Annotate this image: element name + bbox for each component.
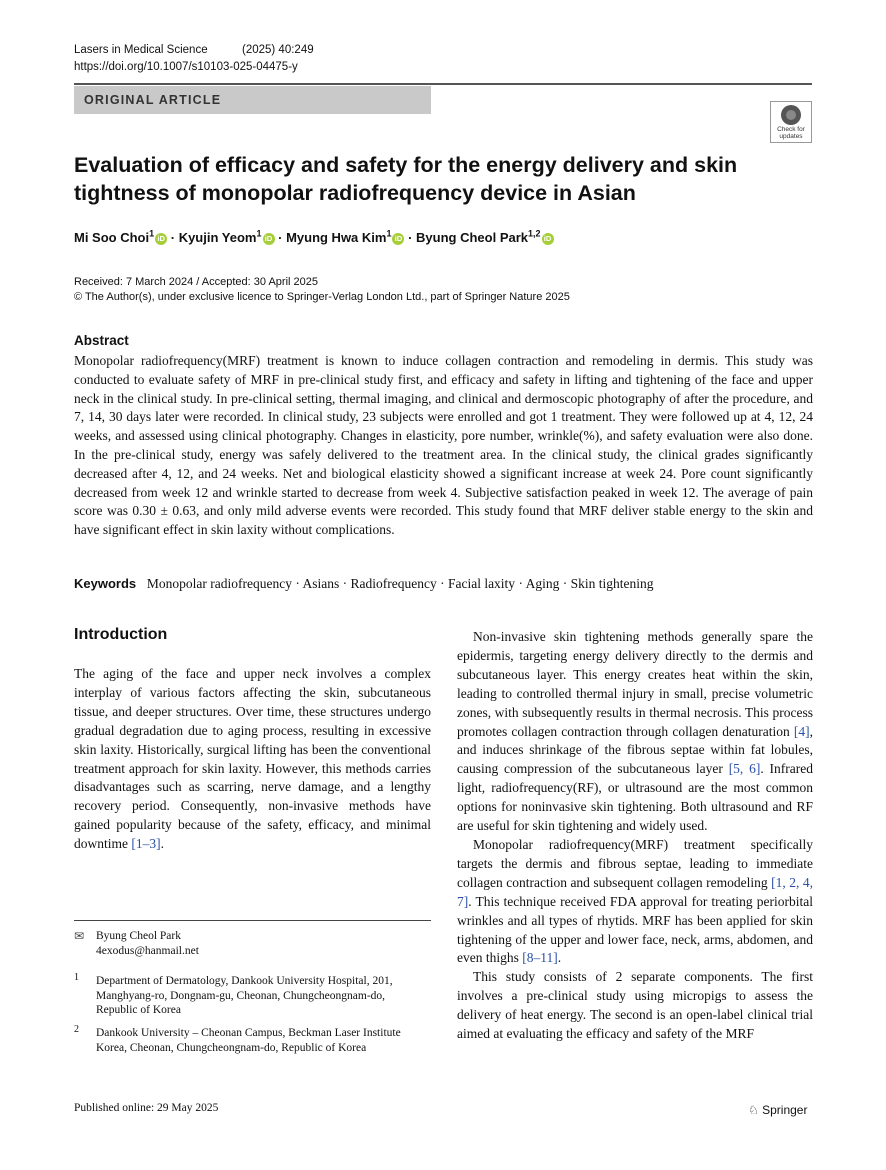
author[interactable]: Mi Soo Choi$^1$ iD xyxy=(74,230,167,245)
contact-email[interactable]: 4exodus@hanmail.net xyxy=(96,944,199,957)
affiliation-1: Department of Dermatology, Dankook University Hospital, 201, Manghyang-ro, Dongnam-gu, Cheonan, Chungcheongnam-do, Republic of Korea xyxy=(96,975,393,1017)
affiliation-number: 2 xyxy=(74,1024,79,1035)
body-column-left xyxy=(74,665,431,854)
journal-name: Lasers in Medical Science xyxy=(74,44,208,56)
footnote-rule xyxy=(74,920,431,921)
publisher-logo[interactable] xyxy=(748,1103,807,1117)
orcid-icon[interactable]: iD xyxy=(263,233,275,245)
keyword[interactable]: Asians xyxy=(302,576,340,591)
orcid-icon[interactable]: iD xyxy=(392,233,404,245)
header-rule xyxy=(74,83,812,85)
citation-link[interactable]: [1–3] xyxy=(131,836,161,852)
citation-link[interactable]: [4] xyxy=(793,723,810,739)
envelope-icon: ✉ xyxy=(74,929,85,943)
keyword[interactable]: Facial laxity xyxy=(447,576,516,591)
citation-link[interactable]: [8–11] xyxy=(522,950,558,966)
body-column-right xyxy=(457,628,813,1044)
orcid-icon[interactable]: iD xyxy=(155,233,167,245)
springer-knight-icon: ♘ xyxy=(748,1103,759,1117)
publisher-name: Springer xyxy=(762,1103,808,1117)
orcid-icon[interactable]: iD xyxy=(542,233,554,245)
copyright: © The Author(s), under exclusive licence to Springer-Verlag London Ltd., part of Springer Nature 2025 xyxy=(74,291,570,303)
article-dates xyxy=(74,275,570,305)
citation: (2025) 40:249 xyxy=(242,44,314,56)
received-accepted: Received: 7 March 2024 / Accepted: 30 April 2025 xyxy=(74,276,318,288)
paragraph: Non-invasive skin tightening methods generally spare the epidermis, targeting energy delivery directly to the dermis and subcutaneous layer. This energy creates heat within the skin, leading to controlled thermal injury in small, precise volumetric zones, with subsequently results in thermal necrosis. This process promotes collagen contraction through collagen denaturation [4], and induces shrinkage of the fibrous septae within fat lobules, causing compression of the subcutaneous layer [5, 6]. Infrared light, radiofrequency(RF), or ultrasound are the most common options for noninvasive skin tightening. Both ultrasound and RF are useful for skin tightening and widely used. xyxy=(457,629,813,834)
author[interactable]: Byung Cheol Park$^{1,2}$ iD xyxy=(416,230,553,245)
crossmark-icon xyxy=(781,105,801,125)
author-list: Mi Soo Choi$^1$ iD · Kyujin Yeom$^1$ iD · Myung Hwa Kim$^1$ iD · Byung Cheol Park$^{1,2}$ iD xyxy=(74,229,554,245)
article-title: Evaluation of efficacy and safety for the energy delivery and skin tightness of monopolar radiofrequency device in Asian xyxy=(74,153,738,205)
corresponding-author xyxy=(96,929,199,958)
published-online: Published online: 29 May 2025 xyxy=(74,1102,219,1114)
keywords-label: Keywords xyxy=(74,576,137,591)
author[interactable]: Kyujin Yeom$^1$ iD xyxy=(179,230,275,245)
keyword[interactable]: Aging xyxy=(525,576,560,591)
keyword[interactable]: Skin tightening xyxy=(570,576,654,591)
affiliation-2: Dankook University – Cheonan Campus, Beckman Laser Institute Korea, Cheonan, Chungcheongnam-do, Republic of Korea xyxy=(96,1027,401,1054)
contact-name: Byung Cheol Park xyxy=(96,930,181,942)
abstract-text: Monopolar radiofrequency(MRF) treatment is known to induce collagen contraction and remodeling in dermis. This study was conducted to evaluate safety of MRF in pre-clinical study first, and efficacy and safety in lifting and tightening of the face and upper neck in the clinical study. In pre-clinical setting, thermal imaging, and clinical and dermoscopic photography of after the procedure, and 7, 14, 30 days later were recorded. In clinical study, 23 subjects were enrolled and got 1 treatment. They were followed up at 4, 12, 24 weeks, and assessed using clinical photography. Changes in elasticity, pore number, wrinkle(%), and safety evaluation were also done. In the pre-clinical study, energy was safely delivered to the treatment area. In the clinical study, the clinical grades significantly decreased after 4, 12, and 24 weeks. Net and biological elasticity showed a significant increase at week 24. Pore count significantly decreased from week 12 and wrinkle started to decrease from week 4. Subjective satisfaction peaked in week 12. The average of pain score was 0.30 ± 0.63, and only mild adverse events were recorded. This study found that MRF deliver stable energy to the skin and have significant effect in skin laxity without complications. xyxy=(74,353,813,538)
keyword[interactable]: Monopolar radiofrequency xyxy=(146,576,292,591)
abstract-heading: Abstract xyxy=(74,333,129,348)
author[interactable]: Myung Hwa Kim$^1$ iD xyxy=(286,230,404,245)
keyword[interactable]: Radiofrequency xyxy=(350,576,437,591)
introduction-heading: Introduction xyxy=(74,626,168,643)
check-for-updates-badge[interactable]: Check for updates xyxy=(770,101,812,143)
paragraph: This study consists of 2 separate components. The first involves a pre-clinical study using micropigs to assess the delivery of heat energy. The second is an open-label clinical trial aimed at evaluating the efficacy and safety of the MRF xyxy=(457,969,813,1042)
affiliation-number: 1 xyxy=(74,972,79,983)
keywords: Keywords Monopolar radiofrequency · Asians · Radiofrequency · Facial laxity · Aging · Skin tightening xyxy=(74,576,654,591)
paragraph: Monopolar radiofrequency(MRF) treatment specifically targets the dermis and fibrous septae, leading to immediate collagen contraction and subsequent collagen remodeling [1, 2, 4, 7]. This technique received FDA approval for treating periorbital wrinkles and all types of rhytids. MRF has been applied for skin tightening of the upper and lower face, neck, arms, abdomen, and even thighs [8–11]. xyxy=(457,836,813,966)
doi-link[interactable]: https://doi.org/10.1007/s10103-025-04475-y xyxy=(74,61,298,73)
paragraph: The aging of the face and upper neck involves a complex interplay of various factors affecting the skin, subcutaneous tissue, and deeper structures. Over time, these structures undergo gradual degradation due to aging process, resulting in excessive skin laxity. Historically, surgical lifting has been the conventional treatment approach for skin laxity. However, this methods carries disadvantages such as scarring, nerve damage, and a lengthy recovery period. Consequently, non-invasive methods have gained popularity because of the safety, efficacy, and minimal downtime [1–3]. xyxy=(74,666,431,852)
citation-link[interactable]: [1, 2, 4, 7] xyxy=(457,874,813,909)
article-type-banner: ORIGINAL ARTICLE xyxy=(74,86,431,114)
citation-link[interactable]: [5, 6] xyxy=(728,761,761,777)
running-header xyxy=(74,42,314,59)
